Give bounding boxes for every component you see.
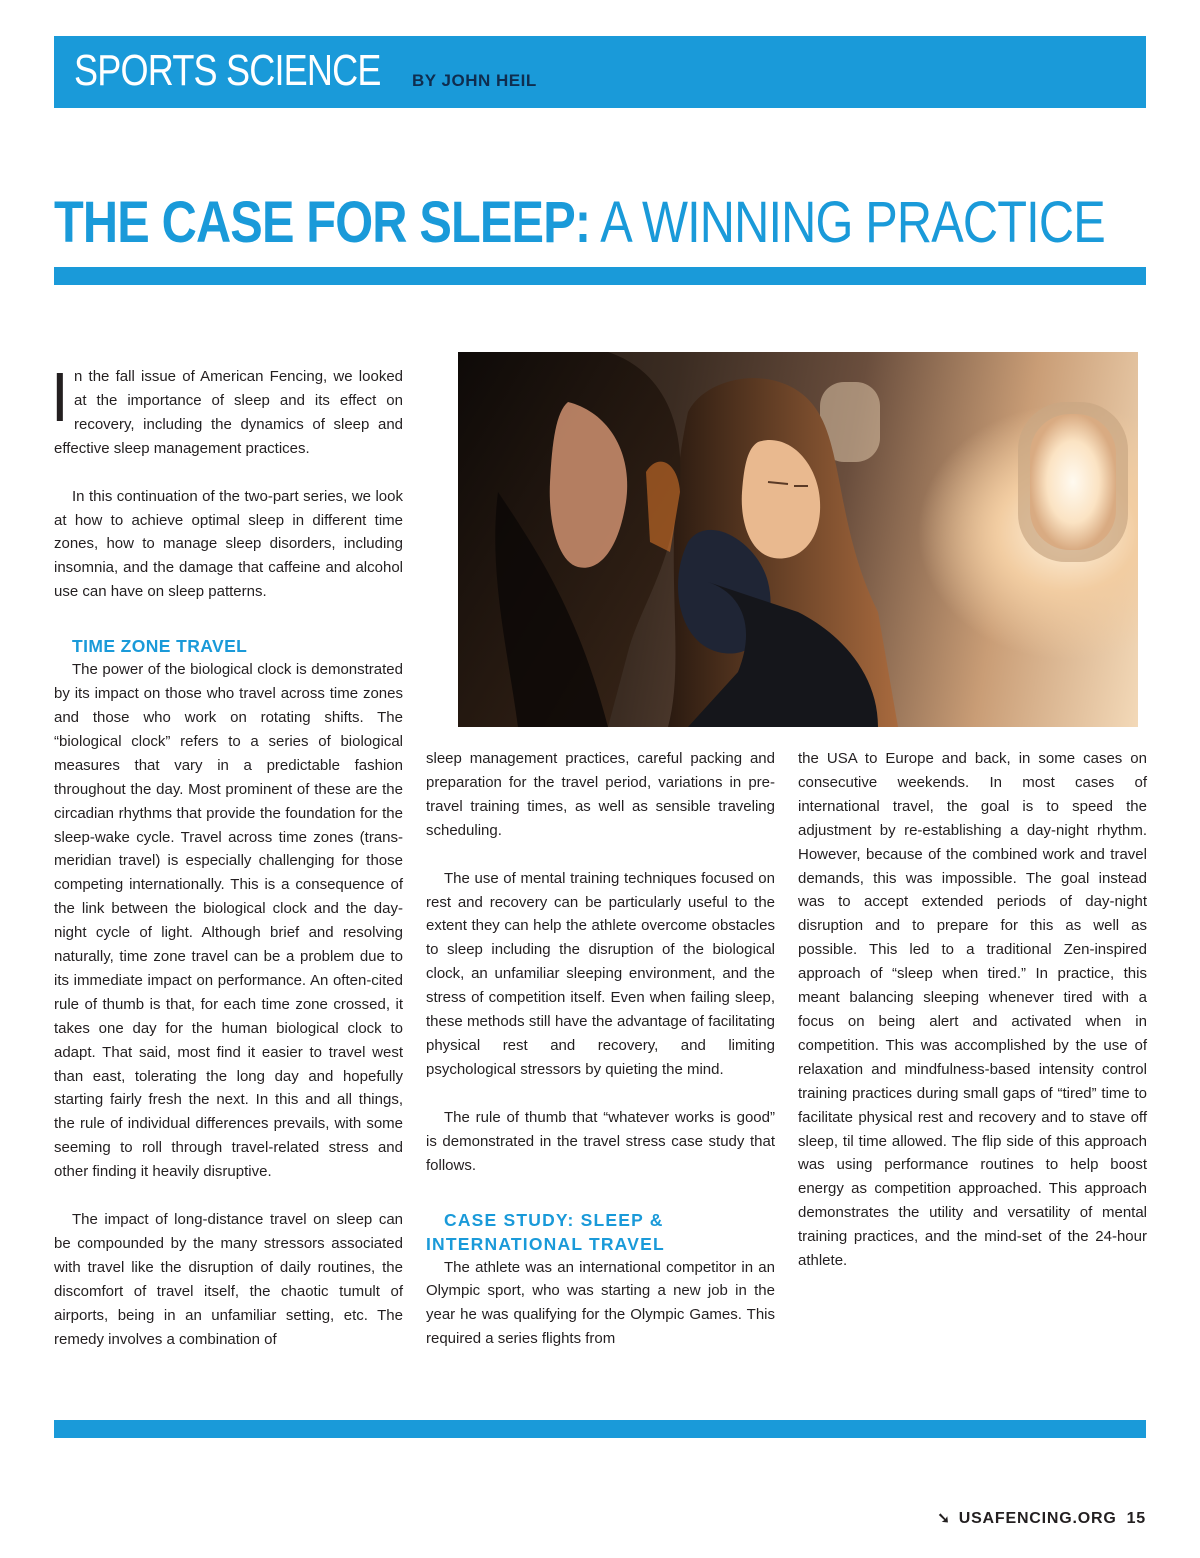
arrow-down-right-icon: ➘ (937, 1510, 951, 1527)
byline: BY JOHN HEIL (412, 71, 537, 90)
body-paragraph: the USA to Europe and back, in some cases on consecutive weekends. In most cases of international travel, the goal is to speed the adjustment by re-establishing a day-night rhythm. However, because of the combined work and travel demands, this was impossible. The goal instead was to accept extended periods of day-night disruption and to prepare for this as well as possible. This led to a traditional Zen-inspired approach of “sleep when tired.” In practice, this meant balancing sleeping whenever tired with a focus on being alert and activated when in competition. This was accomplished by the use of relaxation and mindfulness-based intensity control training practices during small gaps of “tired” time to facilitate physical rest and recovery and to stave off sleep, til time allowed. The flip side of this approach was using performance routines to help boost energy as competition approached. This approach demonstrates the utility and versatility of mental training practices, and the mind-set of the 24-hour athlete. (798, 750, 1147, 1270)
article-headline (54, 188, 1105, 258)
page-number: 15 (1126, 1510, 1146, 1527)
subhead-time-zone-travel: TIME ZONE TRAVEL (72, 636, 248, 657)
top-divider-bar (54, 267, 1146, 285)
page-footer (937, 1509, 1146, 1528)
drop-cap: I (54, 358, 66, 436)
footer-site-link[interactable]: USAFENCING.ORG (958, 1510, 1117, 1527)
article-column-3 (798, 747, 1147, 1273)
body-paragraph: The power of the biological clock is demonstrated by its impact on those who travel across time zones and those who work on rotating shifts. The “biological clock” refers to a series of biological measures that vary in a predictable fashion throughout the day. Most prominent of these are the circadian rhythms that provide the foundation for the sleep-wake cycle. Travel across time zones (trans-meridian travel) is especially challenging for those competing internationally. This is a consequence of the link between the biological clock and the day-night cycle of light. Although brief and resolving naturally, time zone travel can be a problem due to its immediate impact on performance. An often-cited rule of thumb is that, for each time zone crossed, it takes one day for the human biological clock to adapt. That said, most find it easier to travel west than east, tolerating the long day and hopefully starting fairly fresh the next. In this and all things, the rule of individual differences prevails, with some seeming to roll through travel-related stress and other finding it heavily disruptive. (54, 661, 403, 1181)
body-paragraph: The use of mental training techniques focused on rest and recovery can be particularly useful to the extent they can help the athlete overcome obstacles to sleep including the disruption of the biological clock, an unfamiliar sleeping environment, and the stress of competition itself. Even when failing sleep, these methods still have the advantage of facilitating physical rest and recovery, and limiting psychological stressors by quieting the mind. (426, 869, 775, 1078)
article-column-2 (426, 747, 775, 1351)
headline-bold: THE CASE FOR SLEEP: (54, 190, 591, 255)
headline-light: A WINNING PRACTICE (600, 190, 1105, 255)
intro-text: n the fall issue of American Fencing, we looked at the importance of sleep and its effect on recovery, including the dynamics of sleep and effective sleep management practices. (54, 368, 403, 457)
subhead-case-study: CASE STUDY: SLEEP & INTERNATIONAL TRAVEL (426, 1209, 665, 1254)
section-header-band (54, 36, 1146, 108)
body-paragraph: The impact of long-distance travel on sleep can be compounded by the many stressors associated with travel like the disruption of daily routines, the discomfort of travel itself, the chaotic tumult of airports, being in an unfamiliar setting, etc. The remedy involves a combination of (54, 1211, 403, 1348)
article-column-1 (54, 358, 403, 1352)
intro-paragraph (54, 358, 403, 461)
bottom-divider-bar (54, 1420, 1146, 1438)
body-paragraph: The rule of thumb that “whatever works is good” is demonstrated in the travel stress case study that follows. (426, 1108, 775, 1174)
photo-illustration (458, 352, 1138, 727)
section-name: SPORTS SCIENCE (74, 46, 381, 95)
body-paragraph: The athlete was an international competitor in an Olympic sport, who was starting a new job in the year he was qualifying for the Olympic Games. This required a series flights from (426, 1258, 775, 1348)
body-paragraph: sleep management practices, careful packing and preparation for the travel period, variations in pre-travel training times, as well as sensible traveling scheduling. (426, 750, 775, 839)
photo-sleeping-passengers (458, 352, 1138, 727)
body-paragraph: In this continuation of the two-part series, we look at how to achieve optimal sleep in different time zones, how to manage sleep disorders, including insomnia, and the damage that caffeine and alcohol use can have on sleep patterns. (54, 487, 403, 601)
